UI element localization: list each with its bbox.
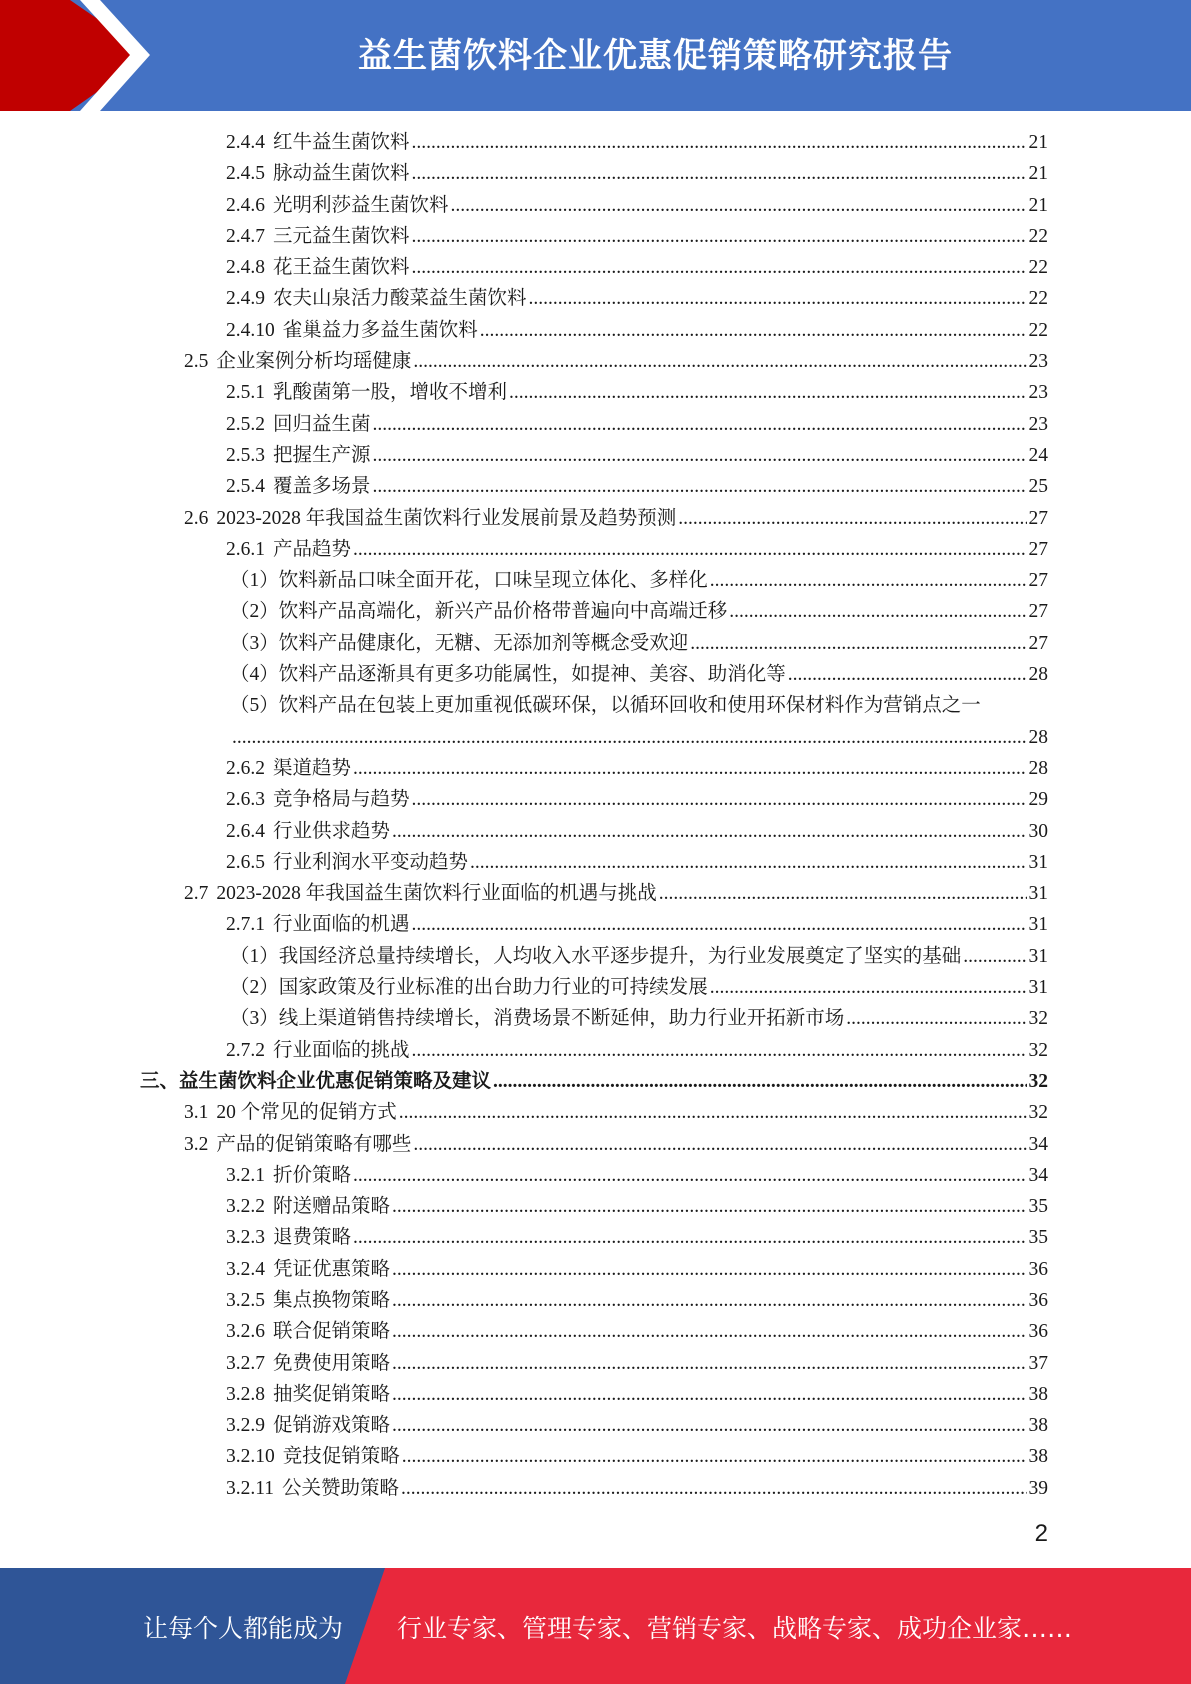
- toc-page-number: 39: [1028, 1477, 1048, 1499]
- toc-entry-title: 退费策略: [273, 1227, 352, 1249]
- toc-entry-number: 3.2.2: [226, 1196, 265, 1218]
- toc-entry-title: 凭证优惠策略: [273, 1258, 391, 1280]
- toc-entry[interactable]: [140, 534, 1048, 565]
- toc-entry-title: 雀巢益力多益生菌饮料: [282, 319, 478, 341]
- toc-page-number: 32: [1028, 1102, 1048, 1124]
- toc-page-number: 23: [1028, 382, 1048, 404]
- toc-leader-dots: [451, 190, 1027, 221]
- toc-leader-dots: [412, 158, 1027, 189]
- toc-leader-dots: [399, 1097, 1027, 1128]
- toc-page-number: 37: [1028, 1352, 1048, 1374]
- toc-entry-number: 3.2.8: [226, 1383, 265, 1405]
- toc-entry-number: 2.7: [184, 883, 209, 905]
- toc-entry[interactable]: [140, 1066, 1048, 1097]
- toc-page-number: 27: [1028, 632, 1048, 654]
- toc-entry-title: 联合促销策略: [273, 1321, 391, 1343]
- toc-entry-title: 抽奖促销策略: [273, 1383, 391, 1405]
- toc-entry[interactable]: [140, 847, 1048, 878]
- toc-entry-number: 3.2.1: [226, 1164, 265, 1186]
- toc-entry[interactable]: [140, 471, 1048, 502]
- toc-entry-title: 20 个常见的促销方式: [216, 1102, 397, 1124]
- toc-entry[interactable]: [140, 503, 1048, 534]
- toc-leader-dots: [232, 722, 1027, 753]
- toc-leader-dots: [729, 596, 1026, 627]
- toc-leader-dots: [392, 1348, 1026, 1379]
- toc-entry[interactable]: [140, 1222, 1048, 1253]
- page-footer: [0, 1568, 1191, 1684]
- toc-entry-number: 3.2.7: [226, 1352, 265, 1374]
- toc-entry-number: 3.2.11: [226, 1477, 275, 1499]
- toc-entry[interactable]: [140, 1441, 1048, 1472]
- toc-page-number: 27: [1028, 507, 1048, 529]
- toc-leader-dots: [412, 909, 1027, 940]
- toc-entry-number: 2.7.2: [226, 1039, 265, 1061]
- toc-entry-title: 行业利润水平变动趋势: [273, 851, 469, 873]
- toc-entry[interactable]: [140, 816, 1048, 847]
- toc-leader-dots: [412, 1035, 1027, 1066]
- toc-entry[interactable]: [140, 784, 1048, 815]
- toc-entry[interactable]: [140, 158, 1048, 189]
- toc-entry-number: 2.5.3: [226, 444, 265, 466]
- toc-entry[interactable]: [140, 1129, 1048, 1160]
- toc-entry[interactable]: [140, 1473, 1048, 1504]
- toc-page-number: 31: [1028, 883, 1048, 905]
- toc-entry-number: 2.4.5: [226, 163, 265, 185]
- toc-page-number: 36: [1028, 1289, 1048, 1311]
- toc-entry-title: 公关赞助策略: [282, 1477, 400, 1499]
- toc-entry-number: 3.2.4: [226, 1258, 265, 1280]
- toc-entry[interactable]: [140, 190, 1048, 221]
- toc-entry[interactable]: [140, 409, 1048, 440]
- toc-entry[interactable]: [140, 315, 1048, 346]
- toc-entry-title: 脉动益生菌饮料: [273, 163, 410, 185]
- toc-entry[interactable]: [140, 1254, 1048, 1285]
- toc-leader-dots: [392, 1379, 1026, 1410]
- toc-entry-title-line: [230, 690, 1048, 721]
- toc-entry-number: 2.4.9: [226, 288, 265, 310]
- toc-entry-title: 2023-2028 年我国益生菌饮料行业发展前景及趋势预测: [216, 507, 677, 529]
- toc-entry-title: 行业面临的机遇: [273, 914, 410, 936]
- toc-leader-dots: [846, 1003, 1026, 1034]
- toc-entry-title: 红牛益生菌饮料: [273, 132, 410, 153]
- toc-entry-title: 行业面临的挑战: [273, 1039, 410, 1061]
- toc-page-number: 22: [1028, 319, 1048, 341]
- toc-page-number: 30: [1028, 820, 1048, 842]
- toc-page-number: 24: [1028, 444, 1048, 466]
- toc-entry-continuation: [230, 722, 1048, 753]
- toc-leader-dots: [401, 1473, 1026, 1504]
- toc-entry-title: 免费使用策略: [273, 1352, 391, 1374]
- toc-page-number: 31: [1028, 851, 1048, 873]
- toc-entry-number: 2.6.1: [226, 538, 265, 560]
- toc-leader-dots: [353, 1222, 1026, 1253]
- toc-entry[interactable]: [140, 909, 1048, 940]
- toc-entry-title: 行业供求趋势: [273, 820, 391, 842]
- toc-page-number: 35: [1028, 1227, 1048, 1249]
- toc-entry-title: 集点换物策略: [273, 1289, 391, 1311]
- toc-entry-title: 折价策略: [273, 1164, 352, 1186]
- toc-entry-title: （5）饮料产品在包装上更加重视低碳环保，以循环回收和使用环保材料作为营销点之一: [230, 695, 981, 717]
- toc-entry-number: 3.2.10: [226, 1446, 275, 1468]
- toc-entry[interactable]: [140, 440, 1048, 471]
- footer-slogan-left: 让每个人都能成为: [143, 1614, 344, 1643]
- toc-leader-dots: [529, 283, 1027, 314]
- toc-page-number: 28: [1028, 726, 1048, 748]
- toc-page-number: 31: [1028, 977, 1048, 999]
- toc-entry-number: 2.4.7: [226, 225, 265, 247]
- toc-entry[interactable]: [140, 878, 1048, 909]
- toc-entry-title: 竞争格局与趋势: [273, 789, 410, 811]
- toc-page-number: 32: [1028, 1008, 1048, 1030]
- toc-entry-number: 2.6: [184, 507, 209, 529]
- toc-entry[interactable]: [140, 1035, 1048, 1066]
- toc-page-number: 27: [1028, 601, 1048, 623]
- toc-leader-dots: [353, 753, 1026, 784]
- toc-entry-number: 2.4.8: [226, 257, 265, 279]
- toc-page-number: 34: [1028, 1133, 1048, 1155]
- toc-entry-title: （2）国家政策及行业标准的出台助力行业的可持续发展: [230, 977, 708, 999]
- toc-entry-number: 2.6.2: [226, 757, 265, 779]
- toc-entry-title: （1）我国经济总量持续增长，人均收入水平逐步提升，为行业发展奠定了坚实的基础: [230, 945, 962, 967]
- toc-leader-dots: [678, 503, 1026, 534]
- toc-leader-dots: [493, 1066, 1026, 1097]
- toc-page-number: 23: [1028, 351, 1048, 373]
- toc-leader-dots: [392, 1191, 1026, 1222]
- toc-leader-dots: [353, 1160, 1026, 1191]
- toc-entry[interactable]: [140, 565, 1048, 596]
- toc-entry-title: 花王益生菌饮料: [273, 257, 410, 279]
- toc-entry-title: 渠道趋势: [273, 757, 352, 779]
- toc-page-number: 28: [1028, 757, 1048, 779]
- toc-entry-title: 光明利莎益生菌饮料: [273, 194, 449, 216]
- toc-entry[interactable]: [140, 127, 1048, 158]
- toc-entry-number: 2.4.4: [226, 132, 265, 153]
- toc-entry[interactable]: [140, 941, 1048, 972]
- toc-entry[interactable]: [140, 283, 1048, 314]
- toc-leader-dots: [413, 346, 1026, 377]
- toc-entry-number: 3.2.6: [226, 1321, 265, 1343]
- toc-page-number: 25: [1028, 476, 1048, 498]
- toc-page-number: 38: [1028, 1415, 1048, 1437]
- toc-entry-number: 3.2.5: [226, 1289, 265, 1311]
- toc-page-number: 22: [1028, 257, 1048, 279]
- toc-page-number: 38: [1028, 1446, 1048, 1468]
- document-title: 益生菌饮料企业优惠促销策略研究报告: [358, 36, 953, 76]
- toc-entry-title: 乳酸菌第一股，增收不增利: [273, 382, 508, 404]
- toc-entry-title: 产品的促销策略有哪些: [216, 1133, 412, 1155]
- toc-entry[interactable]: [140, 252, 1048, 283]
- toc-page-number: 34: [1028, 1164, 1048, 1186]
- toc-entry-title: 产品趋势: [273, 538, 352, 560]
- toc-leader-dots: [659, 878, 1027, 909]
- toc-leader-dots: [373, 471, 1027, 502]
- toc-leader-dots: [710, 565, 1027, 596]
- toc-page-number: 32: [1028, 1070, 1048, 1092]
- toc-page-number: 35: [1028, 1196, 1048, 1218]
- toc-page-number: 27: [1028, 570, 1048, 592]
- table-of-contents: [140, 127, 1048, 1504]
- toc-entry-title: 附送赠品策略: [273, 1196, 391, 1218]
- toc-leader-dots: [412, 252, 1027, 283]
- toc-leader-dots: [413, 1129, 1026, 1160]
- toc-leader-dots: [480, 315, 1027, 346]
- toc-entry-title: 企业案例分析均瑶健康: [216, 351, 412, 373]
- toc-entry-title: 覆盖多场景: [273, 476, 371, 498]
- toc-entry[interactable]: [140, 1003, 1048, 1034]
- toc-entry-number: 2.5.1: [226, 382, 265, 404]
- toc-entry-title: （3）线上渠道销售持续增长，消费场景不断延伸，助力行业开拓新市场: [230, 1008, 845, 1030]
- toc-entry[interactable]: [140, 1410, 1048, 1441]
- toc-leader-dots: [963, 941, 1026, 972]
- toc-entry[interactable]: [140, 1379, 1048, 1410]
- toc-entry-title: 三、益生菌饮料企业优惠促销策略及建议: [140, 1070, 492, 1092]
- toc-leader-dots: [412, 784, 1027, 815]
- toc-entry-title: 回归益生菌: [273, 413, 371, 435]
- toc-entry-title: （3）饮料产品健康化，无糖、无添加剂等概念受欢迎: [230, 632, 689, 654]
- toc-entry[interactable]: [140, 346, 1048, 377]
- toc-entry[interactable]: [140, 1285, 1048, 1316]
- toc-page-number: 22: [1028, 288, 1048, 310]
- toc-entry[interactable]: [140, 1191, 1048, 1222]
- toc-page-number: 22: [1028, 225, 1048, 247]
- toc-leader-dots: [392, 1316, 1026, 1347]
- toc-entry[interactable]: [140, 659, 1048, 690]
- toc-page-number: 31: [1028, 945, 1048, 967]
- toc-leader-dots: [392, 1285, 1026, 1316]
- toc-page-number: 32: [1028, 1039, 1048, 1061]
- toc-entry-number: 2.4.10: [226, 319, 275, 341]
- toc-entry-title: （2）饮料产品高端化，新兴产品价格带普遍向中高端迁移: [230, 601, 728, 623]
- page-header: [0, 0, 1191, 111]
- toc-leader-dots: [373, 440, 1027, 471]
- toc-entry[interactable]: [140, 628, 1048, 659]
- toc-page-number: 21: [1028, 163, 1048, 185]
- toc-entry[interactable]: [140, 1160, 1048, 1191]
- toc-entry-number: 2.6.3: [226, 789, 265, 811]
- toc-entry-number: 2.6.5: [226, 851, 265, 873]
- toc-entry-title: （4）饮料产品逐渐具有更多功能属性，如提神、美容、助消化等: [230, 664, 786, 686]
- toc-entry-title: 三元益生菌饮料: [273, 225, 410, 247]
- toc-page-number: 38: [1028, 1383, 1048, 1405]
- toc-entry-title: 2023-2028 年我国益生菌饮料行业面临的机遇与挑战: [216, 883, 657, 905]
- toc-entry-number: 3.1: [184, 1102, 209, 1124]
- toc-leader-dots: [690, 628, 1026, 659]
- toc-leader-dots: [509, 377, 1026, 408]
- toc-leader-dots: [402, 1441, 1027, 1472]
- toc-entry-title: 农夫山泉活力酸菜益生菌饮料: [273, 288, 527, 310]
- toc-page-number: 29: [1028, 789, 1048, 811]
- toc-page-number: 36: [1028, 1321, 1048, 1343]
- toc-entry[interactable]: [140, 1316, 1048, 1347]
- toc-entry-title: 把握生产源: [273, 444, 371, 466]
- page-number: 2: [1034, 1520, 1048, 1547]
- footer-slogan-right: 行业专家、管理专家、营销专家、战略专家、成功企业家……: [397, 1614, 1073, 1643]
- toc-entry-number: 3.2.9: [226, 1415, 265, 1437]
- toc-entry-title: 竞技促销策略: [282, 1446, 400, 1468]
- toc-leader-dots: [710, 972, 1027, 1003]
- toc-entry-number: 2.5: [184, 351, 209, 373]
- toc-entry[interactable]: [140, 596, 1048, 627]
- toc-page-number: 23: [1028, 413, 1048, 435]
- toc-entry-number: 2.6.4: [226, 820, 265, 842]
- toc-entry-title: （1）饮料新品口味全面开花，口味呈现立体化、多样化: [230, 570, 708, 592]
- toc-entry-number: 3.2.3: [226, 1227, 265, 1249]
- toc-leader-dots: [353, 534, 1026, 565]
- toc-page-number: 36: [1028, 1258, 1048, 1280]
- toc-entry-number: 2.7.1: [226, 914, 265, 936]
- toc-page-number: 21: [1028, 132, 1048, 153]
- toc-entry-number: 2.4.6: [226, 194, 265, 216]
- toc-leader-dots: [412, 221, 1027, 252]
- toc-leader-dots: [392, 1410, 1026, 1441]
- toc-page-number: 27: [1028, 538, 1048, 560]
- toc-entry-number: 2.5.4: [226, 476, 265, 498]
- toc-page-number: 21: [1028, 194, 1048, 216]
- toc-leader-dots: [470, 847, 1026, 878]
- toc-entry[interactable]: [140, 753, 1048, 784]
- toc-entry-number: 2.5.2: [226, 413, 265, 435]
- toc-entry[interactable]: [140, 972, 1048, 1003]
- toc-entry[interactable]: [140, 1348, 1048, 1379]
- toc-entry-number: 3.2: [184, 1133, 209, 1155]
- toc-leader-dots: [392, 816, 1026, 847]
- toc-page-number: 28: [1028, 664, 1048, 686]
- toc-leader-dots: [392, 1254, 1026, 1285]
- toc-entry-title: 促销游戏策略: [273, 1415, 391, 1437]
- toc-page-number: 31: [1028, 914, 1048, 936]
- toc-entry[interactable]: [140, 1097, 1048, 1128]
- toc-leader-dots: [788, 659, 1027, 690]
- toc-entry[interactable]: [140, 690, 1048, 753]
- toc-entry[interactable]: [140, 377, 1048, 408]
- toc-leader-dots: [412, 127, 1027, 158]
- toc-leader-dots: [373, 409, 1027, 440]
- toc-entry[interactable]: [140, 221, 1048, 252]
